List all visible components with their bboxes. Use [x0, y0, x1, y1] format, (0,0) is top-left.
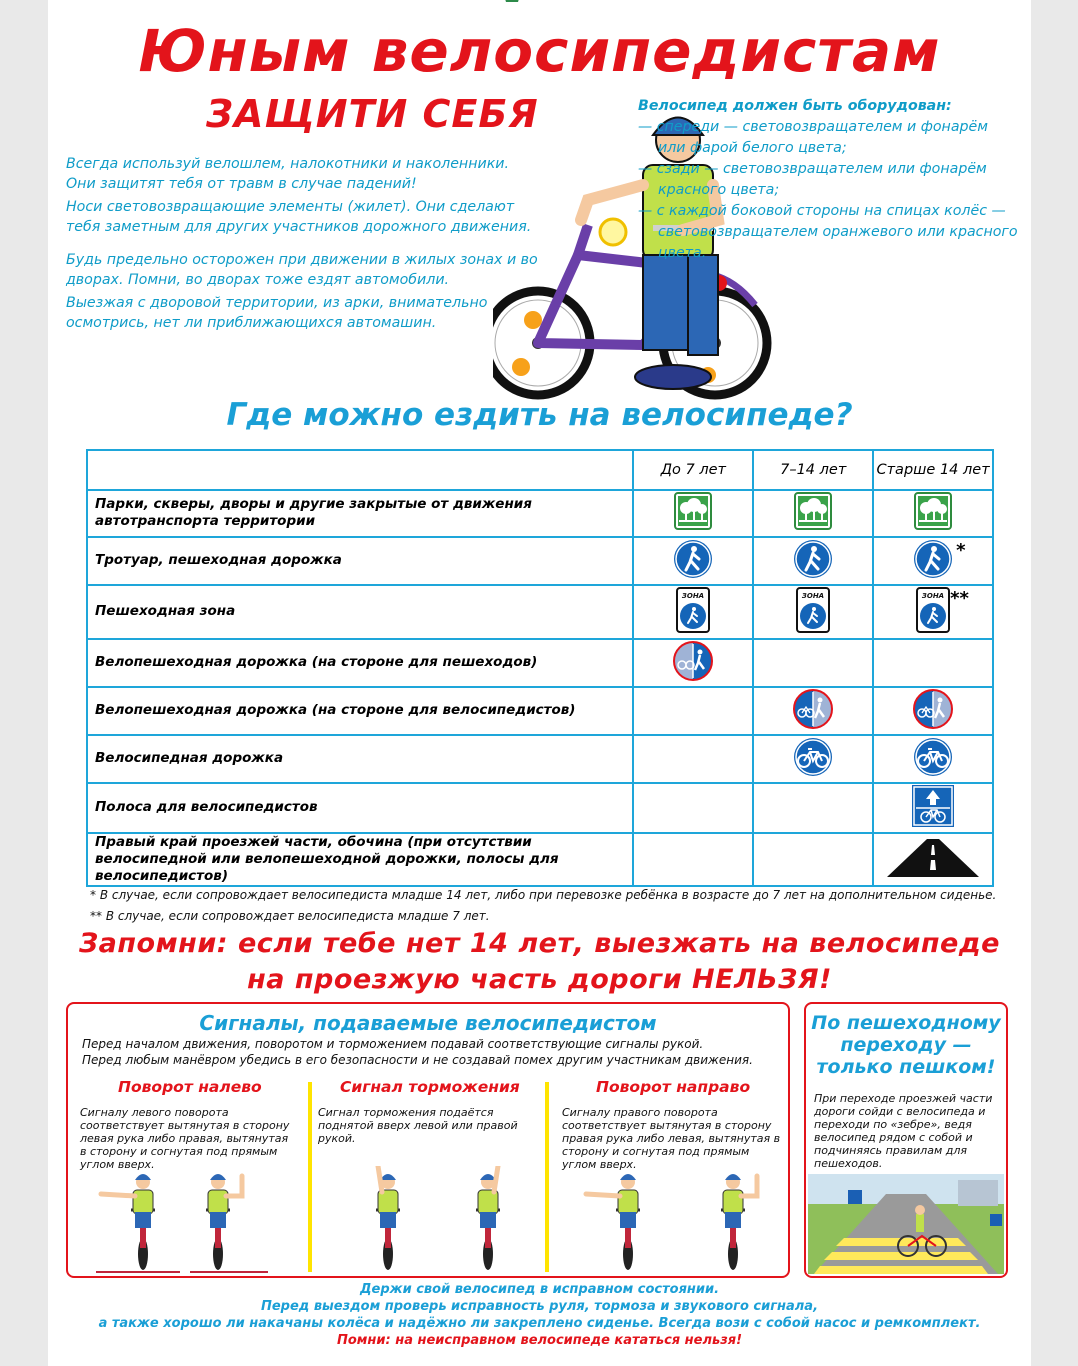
tip-yards: Будь предельно осторожен при движении в жилых зонах и во дворах. Помни, во дворах тоже ездят автомобили. — [66, 252, 538, 288]
table-row — [87, 687, 993, 735]
signals-intro — [82, 1036, 782, 1068]
crossing-title: По пешеходному переходу — только пешком! — [811, 1012, 1001, 1078]
table-cell — [873, 639, 993, 687]
safety-tips — [66, 155, 541, 337]
warning-line-2: на проезжую часть дороги НЕЛЬЗЯ! — [247, 964, 832, 995]
equipment-rear: — сзади — световозвращателем или фонарём красного цвета; — [638, 161, 987, 198]
footnote-1: * В случае, если сопровождает велосипедиста младше 14 лет, либо при перевозке ребёнка в возрасте до 7 лет на дополнительном сиденье. — [90, 888, 997, 902]
footnote-mark: ** — [950, 587, 969, 609]
shared-path-cyclist-side-sign-icon — [793, 689, 833, 729]
table-cell — [753, 585, 873, 639]
table-cell — [633, 833, 753, 886]
table-cell — [873, 585, 993, 639]
cyclist-figure — [101, 1174, 155, 1270]
column-header-7-14: 7–14 лет — [753, 450, 873, 490]
warning-line-1: Запомни: если тебе нет 14 лет, выезжать на велосипеде — [79, 928, 1000, 959]
park-sign-icon — [674, 492, 712, 530]
row-label: Полоса для велосипедистов — [87, 783, 633, 833]
table-row — [87, 639, 993, 687]
table-cell — [753, 537, 873, 585]
crosswalk-illustration — [808, 1174, 1004, 1274]
table-row — [87, 833, 993, 886]
table-cell — [873, 537, 993, 585]
pedestrian-zone-sign-icon — [796, 587, 830, 633]
road-edge-icon — [887, 837, 979, 877]
pedestrian-zone-sign-icon — [676, 587, 710, 633]
signals-box — [66, 1002, 790, 1278]
bicycle-path-sign-icon — [913, 737, 953, 777]
row-label: Велопешеходная дорожка (на стороне для велосипедистов) — [87, 687, 633, 735]
table-row — [87, 783, 993, 833]
column-header-under-7: До 7 лет — [633, 450, 753, 490]
pedestrian-path-sign-icon — [793, 539, 833, 579]
table-cell — [753, 490, 873, 537]
poster-title: Юным велосипедистам — [138, 17, 941, 85]
table-cell — [873, 783, 993, 833]
tip-arch: Выезжая с дворовой территории, из арки, внимательно осмотрись, нет ли приближающихся автомашин. — [66, 295, 488, 331]
signal-stop-text: Сигнал торможения подаётся поднятой вверх левой или правой рукой. — [318, 1106, 518, 1145]
pedestrian-zone-sign-icon — [916, 587, 950, 633]
table-header-row — [87, 450, 993, 490]
cyclist-figure — [721, 1174, 757, 1270]
svg-text:ЗОНА: ЗОНА — [921, 591, 945, 600]
warning-banner — [48, 926, 1031, 998]
crossing-text: При переходе проезжей части дороги сойди с велосипеда и переходи по «зебре», ведя велосипед рядом с собой и подчиняясь правилам для пешеходов. — [814, 1092, 993, 1170]
svg-text:ЗОНА: ЗОНА — [682, 591, 705, 600]
poster-subtitle: ЗАЩИТИ СЕБЯ — [206, 92, 539, 136]
park-sign-icon — [794, 492, 832, 530]
equipment-requirements — [638, 96, 1018, 264]
footnote-mark: * — [956, 539, 966, 561]
table-cell — [633, 639, 753, 687]
table-cell — [873, 833, 993, 886]
cyclist-figure — [376, 1166, 400, 1270]
table-cell — [753, 687, 873, 735]
bottom-line-2: Перед выездом проверь исправность руля, тормоза и звукового сигнала, — [260, 1299, 819, 1314]
row-label: Велосипедная дорожка — [87, 735, 633, 783]
equipment-front: — спереди — световозвращателем и фонарём или фарой белого цвета; — [638, 119, 988, 156]
table-cell — [753, 833, 873, 886]
cyclist-figure — [476, 1166, 500, 1270]
table-cell — [633, 735, 753, 783]
table-cell — [873, 687, 993, 735]
riding-rules-table — [86, 449, 994, 887]
row-label: Пешеходная зона — [87, 585, 633, 639]
table-row — [87, 537, 993, 585]
bottom-line-1: Держи свой велосипед в исправном состоянии. — [359, 1282, 720, 1297]
tip-vest: Носи световозвращающие элементы (жилет). Они сделают тебя заметным для других участников дорожного движения. — [66, 199, 532, 235]
signal-left-text: Сигналу левого поворота соответствует вытянутая в сторону левая рука либо правая, вытянутая в сторону и согнутая под прямым углом вверх. — [80, 1106, 290, 1171]
table-cell — [633, 687, 753, 735]
bicycle-path-sign-icon — [793, 737, 833, 777]
row-label: Тротуар, пешеходная дорожка — [87, 537, 633, 585]
row-label: Велопешеходная дорожка (на стороне для пешеходов) — [87, 639, 633, 687]
column-header-over-14: Старше 14 лет — [873, 450, 993, 490]
table-cell — [873, 735, 993, 783]
bottom-reminders — [48, 1281, 1031, 1349]
table-header-empty — [87, 450, 633, 490]
footnote-2: ** В случае, если сопровождает велосипедиста младше 7 лет. — [90, 909, 490, 923]
bottom-line-3: а также хорошо ли накачаны колёса и надёжно ли закреплено сиденье. Всегда вози с собой насос и ремкомплект. — [98, 1316, 981, 1331]
table-cell — [753, 735, 873, 783]
table-row — [87, 585, 993, 639]
signals-title: Сигналы, подаваемые велосипедистом — [199, 1011, 657, 1035]
where-to-ride-heading: Где можно ездить на велосипеде? — [226, 397, 853, 433]
table-cell — [633, 537, 753, 585]
row-label: Правый край проезжей части, обочина (при отсутствии велосипедной или велопешеходной дорожки, полосы для велосипедистов) — [87, 833, 633, 886]
table-cell — [753, 639, 873, 687]
svg-text:ЗОНА: ЗОНА — [802, 591, 825, 600]
cyclist-figure — [206, 1174, 242, 1270]
signals-intro-line-2: Перед любым манёвром убедись в его безопасности и не создавай помех другим участникам движения. — [82, 1053, 753, 1067]
bottom-line-4: Помни: на неисправном велосипеде кататься нельзя! — [336, 1333, 743, 1348]
park-sign-icon — [914, 492, 952, 530]
signals-intro-line-1: Перед началом движения, поворотом и торможением подавай соответствующие сигналы рукой. — [82, 1037, 704, 1051]
shared-path-cyclist-side-sign-icon — [913, 689, 953, 729]
bicycle-lane-sign-icon — [912, 785, 954, 827]
poster-page — [48, 0, 1031, 1366]
emblem-logos — [463, 0, 523, 6]
cyclist-signal-figures — [68, 1166, 788, 1274]
tip-helmet: Всегда используй велошлем, налокотники и наколенники. Они защитят тебя от травм в случае падений! — [66, 156, 509, 192]
table-cell — [873, 490, 993, 537]
pedestrian-path-sign-icon — [673, 539, 713, 579]
signal-left-heading: Поворот налево — [118, 1078, 262, 1096]
crossing-box — [804, 1002, 1008, 1278]
row-label: Парки, скверы, дворы и другие закрытые от движения автотранспорта территории — [87, 490, 633, 537]
table-cell — [753, 783, 873, 833]
table-cell — [633, 490, 753, 537]
equipment-heading: Велосипед должен быть оборудован: — [638, 98, 952, 114]
signal-right-heading: Поворот направо — [596, 1078, 751, 1096]
equipment-sides: — с каждой боковой стороны на спицах колёс — световозвращателем оранжевого или красного цвета. — [638, 203, 1018, 261]
table-cell — [633, 783, 753, 833]
table-row — [87, 490, 993, 537]
cyclist-figure — [586, 1174, 640, 1270]
table-cell — [633, 585, 753, 639]
signal-stop-heading: Сигнал торможения — [340, 1078, 520, 1096]
pedestrian-path-sign-icon — [913, 539, 953, 579]
shared-path-pedestrian-side-sign-icon — [673, 641, 713, 681]
table-row — [87, 735, 993, 783]
signal-right-text: Сигналу правого поворота соответствует вытянутая в сторону правая рука либо левая, вытянутая в сторону и согнутая под прямым углом вверх. — [562, 1106, 781, 1171]
